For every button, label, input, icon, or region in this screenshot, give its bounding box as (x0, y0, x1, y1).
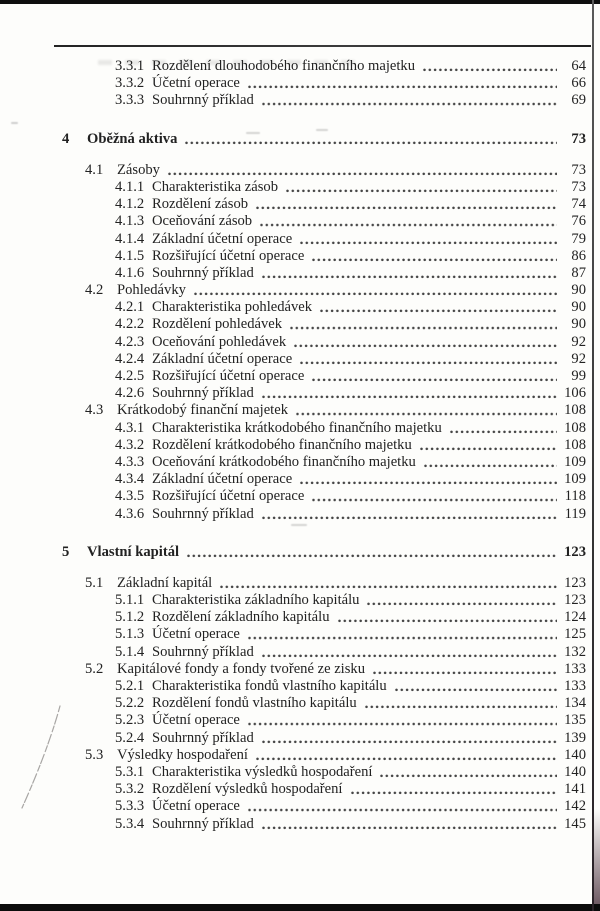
toc-entry-title: Pohledávky (117, 282, 186, 299)
toc-entry-page: 64 (571, 58, 586, 74)
toc-entry-number: 5.1.2 (115, 609, 145, 626)
toc-entry-page: 140 (564, 746, 586, 763)
toc-entry-title: Účetní operace (152, 626, 240, 643)
toc-entry (62, 764, 586, 781)
toc-entry-page: 133 (564, 678, 586, 694)
dot-leader (299, 231, 557, 248)
toc-entry-number: 5.1.3 (115, 626, 145, 643)
toc-entry-number: 4.3.3 (115, 453, 145, 470)
toc-entry-page: 76 (571, 213, 586, 230)
toc-entry-page: 135 (564, 712, 586, 729)
toc-entry (62, 196, 586, 213)
toc-entry-page: 123 (564, 543, 586, 560)
dot-leader (261, 385, 557, 402)
toc-entry-number: 5.3.4 (115, 815, 145, 832)
toc-entry-page: 73 (571, 178, 586, 195)
toc-entry (62, 644, 586, 661)
toc-entry-title: Charakteristika fondů vlastního kapitálu (152, 678, 387, 694)
toc-entry-number: 5 (62, 543, 70, 560)
toc-entry-number: 4 (62, 130, 70, 147)
toc-entry-page: 79 (571, 230, 586, 247)
toc-entry-title: Souhrnný příklad (152, 729, 254, 746)
toc-entry (62, 351, 586, 368)
toc-entry-number: 4.2.4 (115, 350, 145, 367)
toc-entry (62, 661, 586, 678)
toc-entry (62, 131, 586, 148)
toc-entry-page: 92 (571, 333, 586, 350)
toc-entry (62, 488, 586, 505)
toc-entry (62, 75, 586, 92)
dot-leader (449, 420, 557, 437)
toc-entry-title: Rozdělení krátkodobého finančního majetku (152, 436, 412, 453)
toc-entry-title: Účetní operace (152, 712, 240, 729)
toc-entry-page: 73 (571, 130, 586, 147)
toc-entry-title: Základní účetní operace (152, 471, 293, 488)
toc-entry-title: Rozdělení pohledávek (152, 316, 283, 333)
toc-entry-page: 132 (564, 643, 586, 660)
toc-entry-title: Základní účetní operace (152, 230, 293, 247)
toc-entry-page: 139 (564, 729, 586, 746)
toc-entry-number: 4.1.5 (115, 247, 145, 264)
dot-leader (372, 661, 557, 678)
toc-entry (62, 248, 586, 265)
page-crease-mark (8, 688, 70, 818)
toc-entry-title: Základní kapitál (117, 574, 213, 591)
toc-entry-title: Vlastní kapitál (87, 543, 180, 560)
toc-entry-number: 5.2 (85, 660, 104, 677)
dot-leader (311, 368, 557, 385)
toc-entry-title: Rozdělení fondů vlastního kapitálu (152, 695, 357, 712)
toc-entry-title: Charakteristika pohledávek (152, 299, 313, 316)
toc-entry-number: 4.3.4 (115, 471, 145, 488)
toc-entry-number: 5.2.2 (115, 695, 145, 712)
toc-entry-number: 5.3 (85, 746, 104, 763)
toc-entry-number: 4.2.5 (115, 368, 145, 384)
toc-entry-page: 108 (564, 402, 586, 419)
toc-entry-page: 90 (571, 316, 586, 333)
toc-entry (62, 420, 586, 437)
dot-leader (247, 626, 557, 643)
dot-leader (311, 488, 557, 505)
toc-entry-page: 142 (564, 798, 586, 815)
page-edge-shadow (592, 0, 594, 911)
dot-leader (379, 764, 557, 781)
toc-entry-page: 108 (564, 419, 586, 436)
dot-leader (261, 730, 557, 747)
toc-entry-number: 3.3.2 (115, 75, 145, 92)
dot-leader (423, 454, 557, 471)
toc-entry-page: 73 (571, 161, 586, 178)
toc-entry (62, 506, 586, 523)
dot-leader (311, 248, 557, 265)
dot-leader (261, 92, 557, 109)
toc-entry-page: 106 (564, 385, 586, 402)
toc-entry (62, 695, 586, 712)
photo-edge-corner (594, 809, 600, 904)
dot-leader (261, 265, 557, 282)
toc-entry (62, 471, 586, 488)
toc-entry (62, 678, 586, 695)
toc-entry-number: 4.1 (85, 161, 104, 178)
toc-entry-title: Souhrnný příklad (152, 643, 254, 660)
dot-leader (319, 299, 557, 316)
toc-entry-number: 4.2 (85, 282, 104, 299)
toc-entry-title: Základní účetní operace (152, 350, 293, 367)
toc-entry-page: 86 (571, 247, 586, 264)
toc-entry-number: 5.2.3 (115, 712, 145, 729)
toc-entry (62, 712, 586, 729)
toc-entry-number: 4.1.6 (115, 264, 145, 281)
dot-leader (193, 282, 557, 299)
dot-leader (350, 781, 558, 798)
dot-leader (289, 316, 557, 333)
scan-artifact (11, 122, 18, 124)
toc-entry-number: 5.1.1 (115, 592, 145, 609)
toc-entry-title: Charakteristika základního kapitálu (152, 592, 360, 609)
toc-entry-title: Souhrnný příklad (152, 505, 254, 522)
toc-entry (62, 781, 586, 798)
toc-entry (62, 282, 586, 299)
toc-entry-title: Účetní operace (152, 75, 240, 92)
toc-entry-title: Rozšiřující účetní operace (152, 368, 305, 384)
toc-entry-title: Rozdělení dlouhodobého finančního majetku (152, 58, 416, 74)
dot-leader (184, 131, 557, 148)
toc-entry (62, 437, 586, 454)
toc-entry-number: 5.3.2 (115, 781, 145, 798)
toc-entry (62, 58, 586, 75)
toc-entry (62, 213, 586, 230)
dot-leader (419, 437, 557, 454)
photo-edge-top (0, 0, 600, 4)
dot-leader (259, 213, 557, 230)
toc-entry (62, 92, 586, 109)
toc-entry-page: 66 (571, 75, 586, 92)
toc-entry-number: 3.3.1 (115, 58, 145, 74)
toc-entry-title: Oceňování pohledávek (152, 333, 287, 350)
table-of-contents (62, 58, 586, 833)
toc-entry (62, 454, 586, 471)
toc-entry (62, 334, 586, 351)
dot-leader (247, 798, 557, 815)
toc-entry-page: 109 (564, 453, 586, 470)
toc-entry-title: Souhrnný příklad (152, 92, 254, 109)
photo-edge-bottom (0, 904, 600, 911)
toc-entry (62, 231, 586, 248)
toc-entry-number: 3.3.3 (115, 92, 145, 109)
toc-entry (62, 265, 586, 282)
toc-entry (62, 575, 586, 592)
toc-entry-title: Rozšiřující účetní operace (152, 247, 305, 264)
toc-entry-number: 4.3.5 (115, 488, 145, 505)
toc-entry (62, 730, 586, 747)
toc-entry-title: Souhrnný příklad (152, 385, 254, 402)
dot-leader (422, 58, 557, 75)
toc-entry-title: Charakteristika výsledků hospodaření (152, 763, 373, 780)
toc-entry-title: Rozdělení základního kapitálu (152, 609, 330, 626)
toc-entry-page: 87 (571, 264, 586, 281)
toc-entry-title: Charakteristika zásob (152, 178, 279, 195)
dot-leader (186, 544, 557, 561)
dot-leader (261, 644, 557, 661)
dot-leader (247, 712, 557, 729)
toc-entry-number: 4.1.3 (115, 213, 145, 230)
toc-entry (62, 816, 586, 833)
toc-entry-page: 109 (564, 471, 586, 488)
dot-leader (219, 575, 557, 592)
dot-leader (299, 351, 557, 368)
dot-leader (261, 506, 557, 523)
toc-entry-title: Zásoby (117, 161, 160, 178)
header-rule (54, 45, 591, 47)
toc-entry (62, 402, 586, 419)
toc-entry-page: 118 (564, 488, 586, 505)
toc-entry-page: 125 (564, 626, 586, 643)
toc-entry-title: Oceňování krátkodobého finančního majetku (152, 453, 416, 470)
dot-leader (366, 592, 557, 609)
toc-entry (62, 798, 586, 815)
toc-entry-number: 5.2.1 (115, 678, 145, 694)
dot-leader (394, 678, 557, 695)
toc-entry (62, 179, 586, 196)
toc-entry (62, 162, 586, 179)
toc-entry-title: Oběžná aktiva (87, 130, 178, 147)
toc-entry-page: 134 (564, 695, 586, 712)
dot-leader (255, 747, 557, 764)
toc-entry-number: 5.3.1 (115, 763, 145, 780)
dot-leader (255, 196, 557, 213)
toc-entry-page: 141 (564, 781, 586, 798)
toc-entry-title: Krátkodobý finanční majetek (117, 402, 289, 419)
toc-entry (62, 592, 586, 609)
toc-entry-page: 69 (571, 92, 586, 109)
toc-entry-number: 5.1 (85, 574, 104, 591)
toc-entry (62, 609, 586, 626)
toc-entry-number: 4.1.1 (115, 178, 145, 195)
dot-leader (337, 609, 558, 626)
toc-entry-number: 4.3.2 (115, 436, 145, 453)
toc-entry-title: Účetní operace (152, 798, 240, 815)
toc-entry-page: 74 (571, 196, 586, 213)
toc-entry-title: Souhrnný příklad (152, 815, 254, 832)
toc-entry-title: Rozdělení zásob (152, 196, 249, 213)
toc-entry-page: 90 (571, 299, 586, 316)
toc-entry-number: 4.2.2 (115, 316, 145, 333)
toc-entry-number: 4.3.1 (115, 419, 145, 436)
toc-entry (62, 747, 586, 764)
toc-entry-title: Oceňování zásob (152, 213, 253, 230)
toc-entry-title: Výsledky hospodaření (117, 746, 248, 763)
toc-entry-page: 124 (564, 609, 586, 626)
dot-leader (299, 471, 557, 488)
dot-leader (293, 334, 557, 351)
toc-entry (62, 385, 586, 402)
toc-entry-page: 92 (571, 350, 586, 367)
toc-entry-page: 123 (564, 592, 586, 609)
toc-entry-title: Souhrnný příklad (152, 264, 254, 281)
toc-entry-page: 108 (564, 436, 586, 453)
toc-entry-number: 4.2.6 (115, 385, 145, 402)
toc-entry-number: 4.3.6 (115, 505, 145, 522)
toc-entry-page: 90 (571, 282, 586, 299)
toc-entry-page: 133 (564, 660, 586, 677)
toc-entry-page: 119 (564, 505, 586, 522)
toc-entry-page: 140 (564, 763, 586, 780)
toc-entry-page: 123 (564, 574, 586, 591)
toc-entry-page: 99 (571, 368, 586, 384)
toc-entry-number: 4.1.2 (115, 196, 145, 213)
toc-entry (62, 626, 586, 643)
toc-entry-title: Rozšiřující účetní operace (152, 488, 305, 505)
toc-entry-number: 5.3.3 (115, 798, 145, 815)
toc-entry-title: Kapitálové fondy a fondy tvořené ze zisku (117, 660, 366, 677)
toc-entry-page: 145 (564, 815, 586, 832)
toc-entry-number: 4.3 (85, 402, 104, 419)
toc-entry-title: Charakteristika krátkodobého finančního majetku (152, 419, 442, 436)
toc-entry-number: 4.2.1 (115, 299, 145, 316)
toc-entry-number: 4.2.3 (115, 333, 145, 350)
dot-leader (247, 75, 557, 92)
dot-leader (295, 402, 557, 419)
toc-entry-number: 4.1.4 (115, 230, 145, 247)
dot-leader (261, 816, 557, 833)
toc-entry (62, 368, 586, 385)
dot-leader (364, 695, 557, 712)
dot-leader (285, 179, 557, 196)
toc-entry-number: 5.2.4 (115, 729, 145, 746)
toc-entry (62, 544, 586, 561)
dot-leader (167, 162, 557, 179)
toc-entry (62, 316, 586, 333)
toc-entry (62, 299, 586, 316)
toc-entry-title: Rozdělení výsledků hospodaření (152, 781, 343, 798)
toc-entry-number: 5.1.4 (115, 643, 145, 660)
